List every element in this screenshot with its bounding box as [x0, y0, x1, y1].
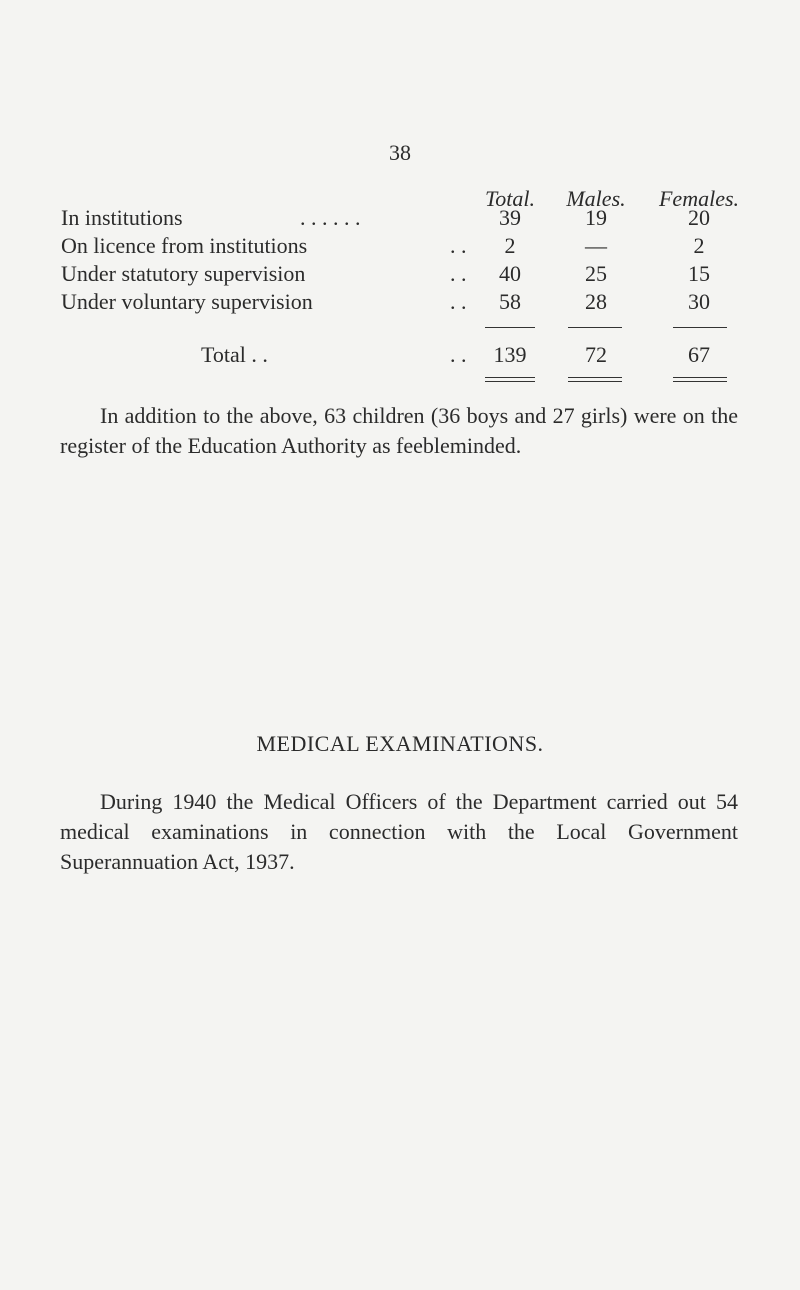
total-label: Total . .	[201, 342, 268, 367]
paragraph-feebleminded	[60, 401, 738, 461]
double-rule	[485, 381, 535, 382]
table-row	[0, 233, 800, 261]
section-heading: MEDICAL EXAMINATIONS.	[256, 731, 544, 756]
subtotal-rule	[485, 327, 535, 328]
double-rule	[673, 381, 727, 382]
cell-females: 15	[688, 261, 710, 286]
row-label: Under voluntary supervision	[61, 289, 313, 314]
subtotal-rule	[568, 327, 622, 328]
total-row	[0, 342, 800, 370]
cell-total: 39	[499, 205, 521, 230]
row-label: On licence from institutions	[61, 233, 308, 258]
total-cell-males: 72	[585, 342, 607, 367]
cell-total: 2	[504, 233, 516, 258]
cell-total: 40	[499, 261, 521, 286]
paragraph-text: In addition to the above, 63 children (36 boys and 27 girls) were on the register of the Education Authority as feebleminded.	[60, 403, 738, 458]
paragraph-text: During 1940 the Medical Officers of the Department carried out 54 medical examinations in connection with the Local Government Superannuation Act, 1937.	[60, 789, 738, 874]
double-rule	[673, 377, 727, 378]
table-row	[0, 289, 800, 317]
double-rule	[568, 377, 622, 378]
table-row	[0, 205, 800, 233]
total-cell-total: 139	[493, 342, 527, 367]
col-header-females: Females.	[658, 186, 740, 211]
cell-males: —	[585, 233, 607, 258]
cell-females: 30	[688, 289, 710, 314]
double-rule	[568, 381, 622, 382]
dot-leader: . .	[450, 342, 467, 367]
dot-leader: . .	[450, 233, 467, 258]
cell-males: 19	[585, 205, 607, 230]
paragraph-medical	[60, 787, 738, 877]
col-header-males: Males.	[566, 186, 626, 211]
subtotal-rule	[673, 327, 727, 328]
dot-leader: . .	[450, 261, 467, 286]
double-rule	[485, 377, 535, 378]
dot-leader: . .	[450, 289, 467, 314]
table-row	[0, 261, 800, 289]
dot-leader: . . . . . .	[300, 205, 361, 230]
col-header-total: Total.	[485, 186, 535, 211]
cell-females: 20	[688, 205, 710, 230]
row-label: Under statutory supervision	[61, 261, 306, 286]
cell-males: 28	[585, 289, 607, 314]
total-cell-females: 67	[688, 342, 710, 367]
row-label: In institutions	[61, 205, 183, 230]
cell-females: 2	[693, 233, 705, 258]
cell-males: 25	[585, 261, 607, 286]
cell-total: 58	[499, 289, 521, 314]
page-number: 38	[389, 140, 411, 165]
